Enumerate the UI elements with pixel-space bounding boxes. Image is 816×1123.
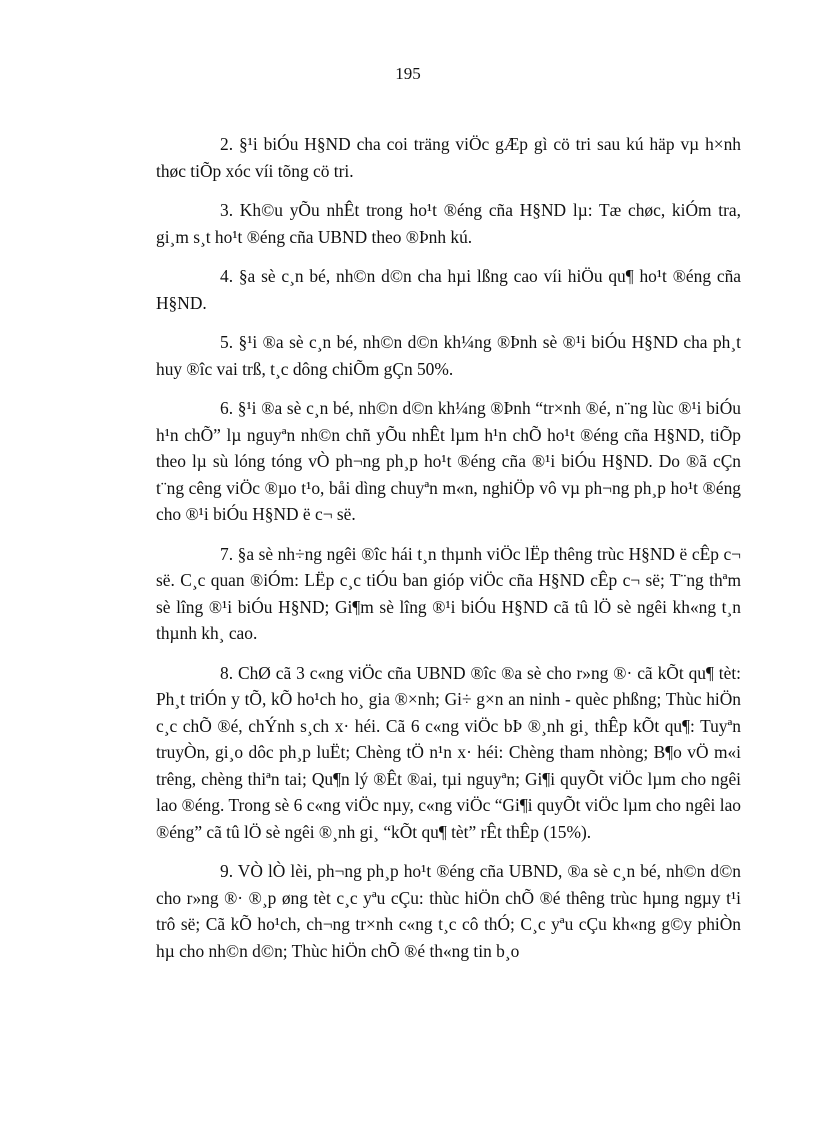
paragraph-6: 6. §¹i ®a sè c¸n bé, nh©n d©n kh¼ng ®Þnh “tr×nh ®é, n¨ng lùc ®¹i biÓu h¹n chÕ” lµ nguyªn nh©n chñ yÕu nhÊt lµm h¹n chÕ ho¹t ®éng cña H§ND, tiÕp theo lµ sù lóng tóng vÒ ph¬ng ph¸p ho¹t ®éng cña ®¹i biÓu H§ND. Do ®ã cÇn t¨ng cêng viÖc ®µo t¹o, båi dìng chuyªn m«n, nghiÖp vô vµ ph¬ng ph¸p ho¹t ®éng cho ®¹i biÓu H§ND ë c¬ së. <box>156 398 741 524</box>
paragraph-7: 7. §a sè nh÷ng ngêi ®îc hái t¸n thµnh viÖc lËp thêng trùc H§ND ë cÊp c¬ së. C¸c quan ®iÓm: LËp c¸c tiÓu ban gióp viÖc cña H§ND cÊp c¬ së; T¨ng thªm sè lîng ®¹i biÓu H§ND; Gi¶m sè lîng ®¹i biÓu H§ND cã tû lÖ sè ngêi kh«ng t¸n thµnh kh¸ cao. <box>156 543 741 643</box>
paragraph-8: 8. ChØ cã 3 c«ng viÖc cña UBND ®îc ®a sè cho r»ng ®· cã kÕt qu¶ tèt: Ph¸t triÓn y tÕ, kÕ ho¹ch ho¸ gia ®×nh; Gi÷ g×n an ninh - quèc phßng; Thùc hiÖn c¸c chÕ ®é, chÝnh s¸ch x· héi. Cã 6 c«ng viÖc bÞ ®¸nh gi¸ thÊp kÕt qu¶: Tuyªn truyÒn, gi¸o dôc ph¸p luËt; Chèng tÖ n¹n x· héi: Chèng tham nhòng; B¶o vÖ m«i trêng, chèng thiªn tai; Qu¶n lý ®Êt ®ai, tµi nguyªn; Gi¶i quyÕt viÖc lµm cho ngêi lao ®éng. Trong sè 6 c«ng viÖc nµy, c«ng viÖc “Gi¶i quyÕt viÖc lµm cho ngêi lao ®éng” cã tû lÖ sè ngêi ®¸nh gi¸ “kÕt qu¶ tèt” rÊt thÊp (15%). <box>156 662 741 842</box>
page-number: 195 <box>395 64 421 83</box>
body-text <box>156 131 741 977</box>
paragraph-2: 2. §¹i biÓu H§ND cha coi träng viÖc gÆp gì cö tri sau kú häp vµ h×nh thøc tiÕp xóc víi tõng cö tri. <box>156 134 741 181</box>
paragraph-5: 5. §¹i ®a sè c¸n bé, nh©n d©n kh¼ng ®Þnh sè ®¹i biÓu H§ND cha ph¸t huy ®îc vai trß, t¸c dông chiÕm gÇn 50%. <box>156 332 741 379</box>
paragraph-9: 9. VÒ lÒ lèi, ph¬ng ph¸p ho¹t ®éng cña UBND, ®a sè c¸n bé, nh©n d©n cho r»ng ®· ®¸p øng tèt c¸c yªu cÇu: thùc hiÖn chÕ ®é thêng trùc hµng ngµy t¹i trô së; Cã kÕ ho¹ch, ch¬ng tr×nh c«ng t¸c cô thÓ; C¸c yªu cÇu kh«ng g©y phiÒn hµ cho nh©n d©n; Thùc hiÖn chÕ ®é th«ng tin b¸o <box>156 861 741 961</box>
paragraph-4: 4. §a sè c¸n bé, nh©n d©n cha hµi lßng cao víi hiÖu qu¶ ho¹t ®éng cña H§ND. <box>156 266 741 313</box>
paragraph-3: 3. Kh©u yÕu nhÊt trong ho¹t ®éng cña H§ND lµ: Tæ chøc, kiÓm tra, gi¸m s¸t ho¹t ®éng cña UBND theo ®Þnh kú. <box>156 200 741 247</box>
